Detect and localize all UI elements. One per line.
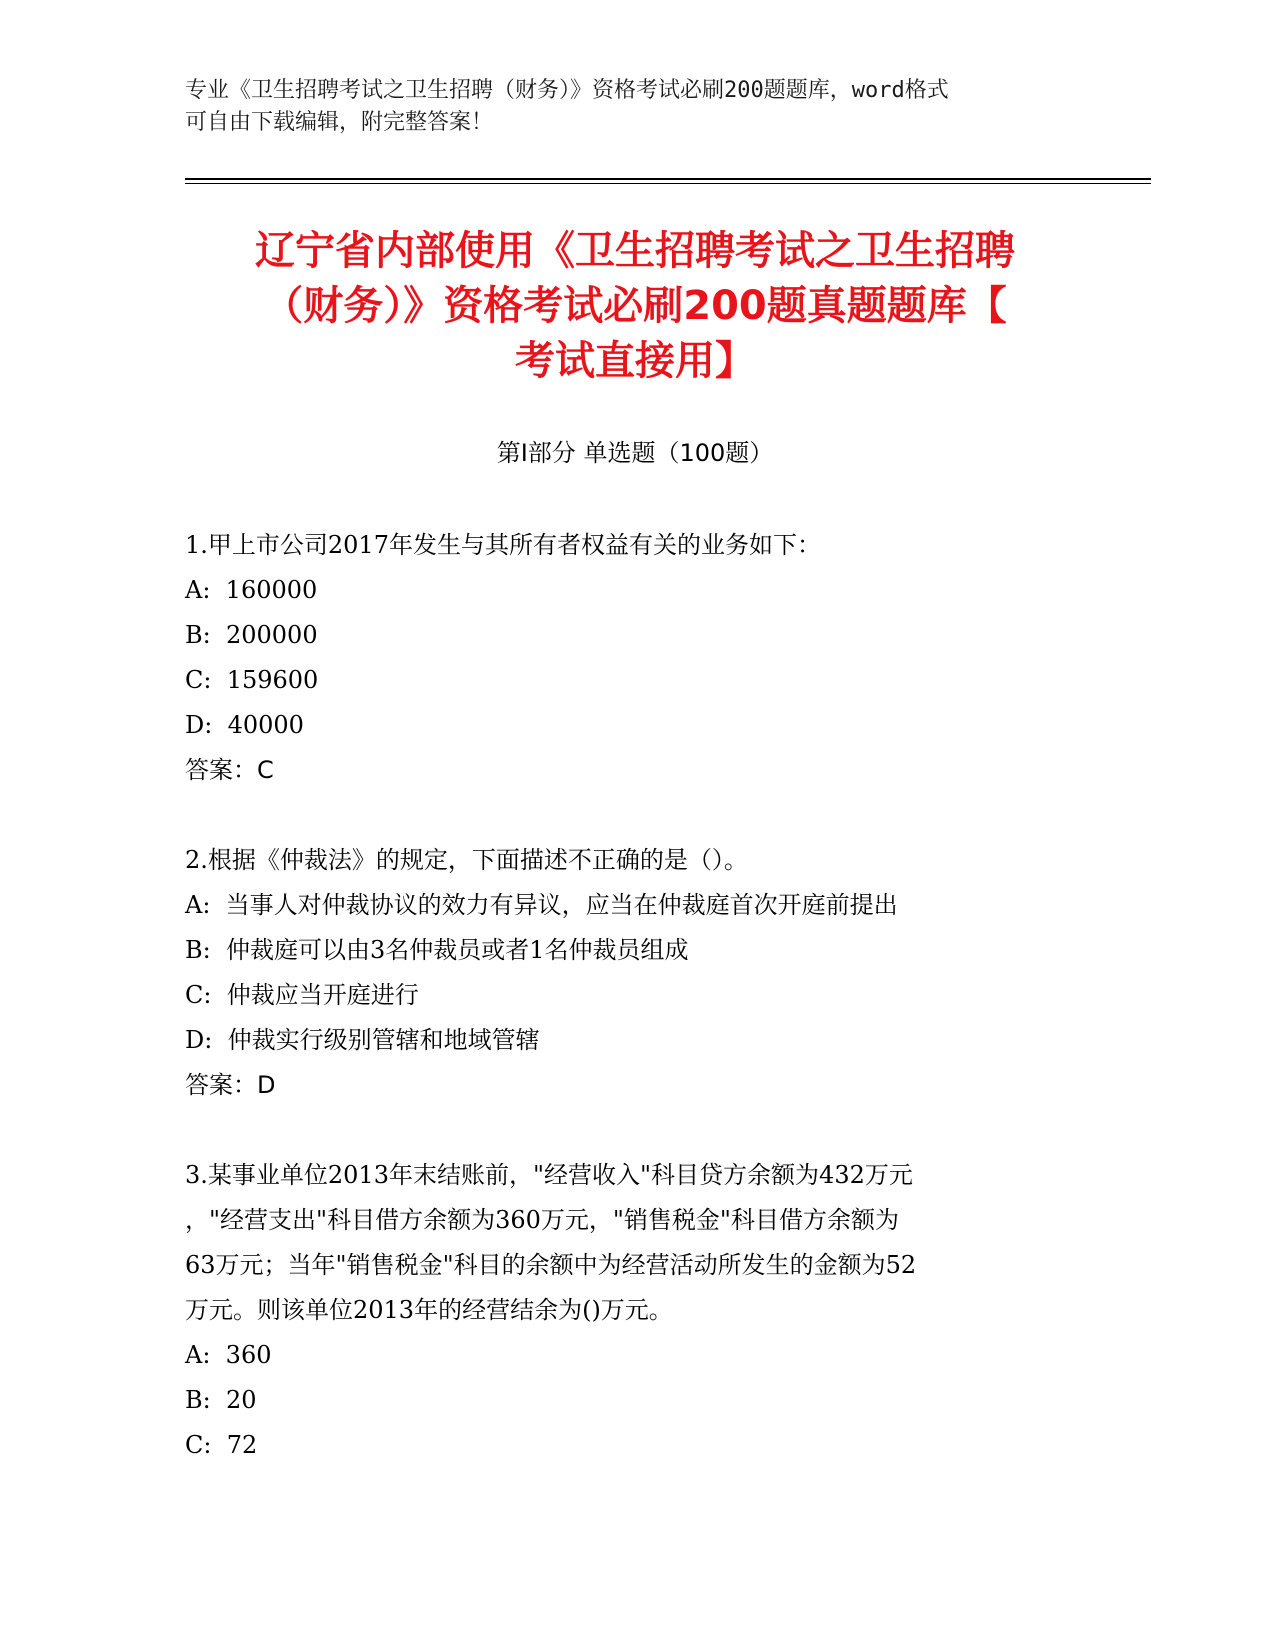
header-note-line-2: 可自由下载编辑，附完整答案！ (185, 110, 494, 135)
question-2 (185, 838, 1085, 1108)
question-stem: 2.根据《仲裁法》的规定，下面描述不正确的是（）。 (185, 846, 748, 874)
header-note-line-1: 专业《卫生招聘考试之卫生招聘（财务）》资格考试必刷200题题库，word格式 (185, 78, 949, 103)
header-divider-thin (185, 183, 1151, 184)
question-stem-line-1: 3.某事业单位2013年末结账前，"经营收入"科目贷方余额为432万元 (185, 1161, 913, 1189)
option-b: B: 200000 (185, 621, 318, 649)
option-c: C: 仲裁应当开庭进行 (185, 981, 419, 1009)
option-b: B: 20 (185, 1386, 257, 1414)
option-d: D: 40000 (185, 711, 304, 739)
option-d: D: 仲裁实行级别管辖和地域管辖 (185, 1026, 540, 1054)
title-line-1: 辽宁省内部使用《卫生招聘考试之卫生招聘 (255, 228, 1015, 274)
header-divider-thick (185, 178, 1151, 180)
option-c: C: 72 (185, 1431, 258, 1459)
option-a: A: 当事人对仲裁协议的效力有异议，应当在仲裁庭首次开庭前提出 (185, 891, 898, 919)
title-line-3: 考试直接用】 (515, 338, 755, 384)
section-title: 第Ⅰ部分 单选题（100题） (496, 439, 774, 467)
title-line-2: （财务）》资格考试必刷200题真题题库【 (263, 283, 1007, 329)
option-b: B: 仲裁庭可以由3名仲裁员或者1名仲裁员组成 (185, 936, 689, 964)
answer-label: 答案：C (185, 756, 274, 784)
option-c: C: 159600 (185, 666, 319, 694)
header-note (185, 75, 1065, 139)
question-stem: 1.甲上市公司2017年发生与其所有者权益有关的业务如下： (185, 531, 821, 559)
answer-label: 答案：D (185, 1071, 276, 1099)
option-a: A: 360 (185, 1341, 272, 1369)
question-stem-line-2: ，"经营支出"科目借方余额为360万元，"销售税金"科目借方余额为 (185, 1206, 899, 1234)
option-a: A: 160000 (185, 576, 318, 604)
question-stem-line-3: 63万元；当年"销售税金"科目的余额中为经营活动所发生的金额为52 (185, 1251, 917, 1279)
question-1 (185, 523, 1085, 793)
question-stem-line-4: 万元。则该单位2013年的经营结余为()万元。 (185, 1296, 673, 1324)
document-title (185, 224, 1085, 389)
question-3 (185, 1153, 1085, 1468)
